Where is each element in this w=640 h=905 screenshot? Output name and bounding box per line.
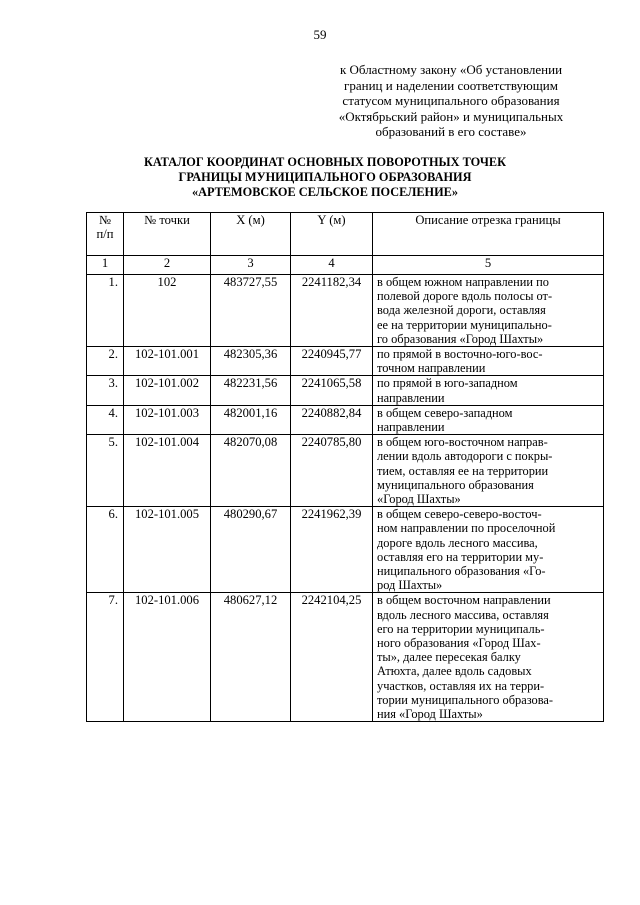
coordinates-table (86, 212, 604, 722)
description-line: по прямой в юго-западном (377, 376, 518, 391)
description-line: в общем северо-западном (377, 405, 513, 420)
row-number: 7. (87, 593, 124, 722)
x-coordinate: 482305,36 (211, 347, 291, 376)
header-num (87, 213, 124, 256)
row-number: 2. (87, 347, 124, 376)
column-number: 1 (87, 256, 124, 275)
point-id: 102-101.003 (124, 405, 211, 434)
point-id: 102-101.005 (124, 507, 211, 593)
description-line: точном направлении (377, 361, 486, 376)
description-line: вдоль лесного массива, оставляя (377, 607, 549, 622)
row-number: 3. (87, 376, 124, 405)
description-line: лении вдоль автодороги с покры- (377, 449, 553, 464)
description-line: ном направлении по проселочной (377, 521, 556, 536)
appendix-line: к Областному закону «Об установлении (339, 62, 563, 77)
appendix-line: границ и наделении соответствующим (344, 77, 558, 93)
point-id: 102-101.001 (124, 347, 211, 376)
description-line: вода железной дороги, оставляя (377, 303, 546, 318)
point-id: 102-101.004 (124, 435, 211, 507)
point-id: 102-101.002 (124, 376, 211, 405)
table-row (87, 593, 604, 722)
row-number: 6. (87, 507, 124, 593)
description-line: «Город Шахты» (377, 492, 461, 507)
description-line: в общем юго-восточном направ- (377, 435, 548, 450)
page-number: 59 (313, 27, 327, 42)
description-line: род Шахты» (377, 578, 443, 593)
description-line: в общем южном направлении по (377, 275, 549, 289)
catalog-title (90, 155, 560, 200)
table-row (87, 405, 604, 434)
description-line: дороге вдоль лесного массива, (377, 535, 538, 550)
description-line: в общем восточном направлении (377, 593, 551, 608)
title-line: «АРТЕМОВСКОЕ СЕЛЬСКОЕ ПОСЕЛЕНИЕ» (191, 185, 459, 199)
description-line: ее на территории муниципально- (377, 317, 552, 332)
table-row (87, 507, 604, 593)
x-coordinate: 482070,08 (211, 435, 291, 507)
x-coordinate: 482001,16 (211, 405, 291, 434)
appendix-line: образований в его составе» (375, 124, 527, 139)
x-coordinate: 482231,56 (211, 376, 291, 405)
segment-description (373, 507, 604, 593)
header-y: Y (м) (291, 213, 373, 256)
column-number: 5 (373, 256, 604, 275)
table-header-row (87, 213, 604, 256)
appendix-line: «Октябрьский район» и муниципальных (338, 108, 564, 124)
appendix-reference (320, 62, 582, 140)
x-coordinate: 483727,55 (211, 275, 291, 347)
description-line: по прямой в восточно-юго-вос- (377, 347, 543, 362)
description-line: го образования «Город Шахты» (377, 331, 544, 346)
y-coordinate: 2241065,58 (291, 376, 373, 405)
header-x: X (м) (211, 213, 291, 256)
y-coordinate: 2240785,80 (291, 435, 373, 507)
table-row (87, 275, 604, 347)
title-line: КАТАЛОГ КООРДИНАТ ОСНОВНЫХ ПОВОРОТНЫХ ТОЧЕК (143, 155, 507, 169)
description-line: в общем северо-северо-восточ- (377, 507, 542, 522)
header-num-line2: п/п (96, 227, 114, 241)
description-line: ниципального образования «Го- (377, 564, 546, 579)
description-line: муниципального образования (377, 477, 534, 492)
segment-description (373, 347, 604, 376)
column-number: 3 (211, 256, 291, 275)
description-line: оставляя его на территории му- (377, 549, 544, 564)
row-number: 5. (87, 435, 124, 507)
point-id: 102 (124, 275, 211, 347)
segment-description (373, 435, 604, 507)
x-coordinate: 480627,12 (211, 593, 291, 722)
title-line: ГРАНИЦЫ МУНИЦИПАЛЬНОГО ОБРАЗОВАНИЯ (178, 170, 472, 184)
description-line: ния «Город Шахты» (377, 707, 483, 722)
description-line: ты», далее пересекая балку (377, 650, 521, 665)
description-line: Атюхта, далее вдоль садовых (377, 664, 532, 679)
point-id: 102-101.006 (124, 593, 211, 722)
y-coordinate: 2240882,84 (291, 405, 373, 434)
header-point: № точки (124, 213, 211, 256)
segment-description (373, 275, 604, 347)
header-num-line1: № (98, 213, 112, 227)
description-line: полевой дороге вдоль полосы от- (377, 289, 553, 304)
segment-description (373, 593, 604, 722)
table-row (87, 435, 604, 507)
y-coordinate: 2242104,25 (291, 593, 373, 722)
description-line: его на территории муниципаль- (377, 621, 545, 636)
column-number: 4 (291, 256, 373, 275)
table-row (87, 376, 604, 405)
row-number: 4. (87, 405, 124, 434)
column-number: 2 (124, 256, 211, 275)
segment-description (373, 405, 604, 434)
appendix-line: статусом муниципального образования (342, 93, 560, 108)
description-line: тории муниципального образова- (377, 692, 554, 707)
table-row (87, 347, 604, 376)
description-line: направлении (377, 390, 445, 405)
segment-description (373, 376, 604, 405)
description-line: направлении (377, 420, 445, 435)
y-coordinate: 2241182,34 (291, 275, 373, 347)
row-number: 1. (87, 275, 124, 347)
description-line: участков, оставляя их на терри- (377, 678, 545, 693)
y-coordinate: 2241962,39 (291, 507, 373, 593)
description-line: тием, оставляя ее на территории (377, 463, 549, 478)
description-line: ного образования «Город Шах- (377, 636, 541, 651)
column-number-row (87, 256, 604, 275)
y-coordinate: 2240945,77 (291, 347, 373, 376)
x-coordinate: 480290,67 (211, 507, 291, 593)
header-description: Описание отрезка границы (373, 213, 604, 256)
